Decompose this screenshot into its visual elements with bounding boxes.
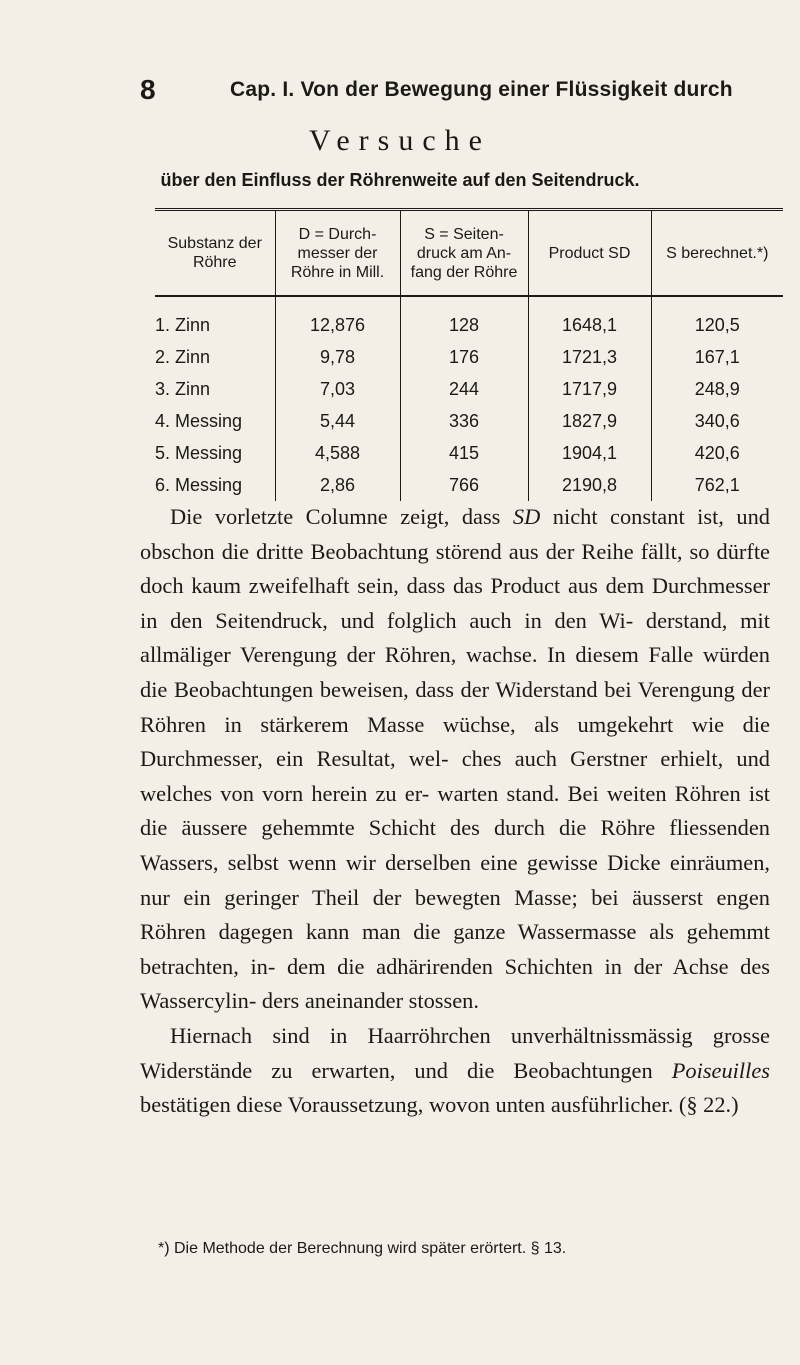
paragraph-text: Die vorletzte Columne zeigt, dass: [170, 504, 513, 529]
cell-substance: 3. Zinn: [155, 378, 211, 399]
running-title: Cap. I. Von der Bewegung einer Flüssigkeit durch: [230, 78, 733, 101]
measurement-table: [155, 208, 783, 501]
cell-side-pressure: 176: [400, 341, 528, 373]
table-row: [155, 469, 783, 501]
cell-s-calculated: 248,9: [651, 373, 783, 405]
cell-substance: 5. Messing: [155, 442, 243, 463]
paragraph: [140, 500, 770, 1019]
table-row: [155, 437, 783, 469]
cell-s-calculated: 120,5: [651, 296, 783, 341]
header-s-calculated: S berechnet.*): [651, 210, 783, 297]
cell-s-calculated: 420,6: [651, 437, 783, 469]
cell-substance: 6. Messing: [155, 474, 243, 495]
cell-product: 1717,9: [528, 373, 651, 405]
cell-side-pressure: 244: [400, 373, 528, 405]
cell-side-pressure: 128: [400, 296, 528, 341]
running-head: [140, 72, 740, 108]
section-title: Versuche: [309, 124, 491, 157]
cell-diameter: 12,876: [275, 296, 400, 341]
emphasis-sd: SD: [512, 504, 541, 529]
cell-substance: 1. Zinn: [155, 314, 211, 335]
cell-s-calculated: 167,1: [651, 341, 783, 373]
cell-diameter: 2,86: [275, 469, 400, 501]
page-number: 8: [140, 74, 156, 105]
cell-side-pressure: 415: [400, 437, 528, 469]
cell-product: 1648,1: [528, 296, 651, 341]
header-product: Product SD: [528, 210, 651, 297]
cell-product: 1904,1: [528, 437, 651, 469]
header-side-pressure: S = Seiten- druck am An- fang der Röhre: [400, 210, 528, 297]
paragraph-text: Hiernach sind in Haarröhrchen unverhältnissmässig grosse Widerstände zu erwarten, und die Beobachtungen: [140, 1022, 770, 1083]
cell-substance: 2. Zinn: [155, 346, 211, 367]
cell-diameter: 7,03: [275, 373, 400, 405]
header-substance: Substanz der Röhre: [155, 210, 275, 297]
paragraph-text: bestätigen diese Voraussetzung, wovon unten ausführlicher. (§ 22.): [140, 1092, 739, 1118]
cell-substance: 4. Messing: [155, 410, 243, 431]
emphasis-poiseuilles: Poiseuilles: [671, 1057, 770, 1083]
cell-side-pressure: 766: [400, 469, 528, 501]
cell-s-calculated: 762,1: [651, 469, 783, 501]
cell-diameter: 9,78: [275, 341, 400, 373]
cell-product: 1827,9: [528, 405, 651, 437]
cell-product: 1721,3: [528, 341, 651, 373]
paragraph: [140, 1019, 770, 1123]
section-subtitle: über den Einfluss der Röhrenweite auf den Seitendruck.: [160, 170, 640, 190]
table-header-row: [155, 210, 783, 297]
cell-product: 2190,8: [528, 469, 651, 501]
cell-side-pressure: 336: [400, 405, 528, 437]
table-row: [155, 341, 783, 373]
cell-diameter: 4,588: [275, 437, 400, 469]
table-row: [155, 405, 783, 437]
cell-s-calculated: 340,6: [651, 405, 783, 437]
body-text: [140, 500, 770, 1123]
paragraph-text: nicht constant ist, und obschon die dritte Beobachtung störend aus der Reihe fällt, so dürfte doch kaum zweifelhaft sein, dass das Product aus dem Durchmesser in den Seitendruck, und folglich auch in den Wi- derstand, mit allmäliger Verengung der Röhren, wachse. In diesem Falle würden die Beobachtungen beweisen, dass der Widerstand bei Verengung der Röhren in stärkerem Masse wüchse, als umgekehrt wie die Durchmesser, ein Resultat, wel- ches auch Gerstner erhielt, und welches von vorn herein zu er- warten stand. Bei weiten Röhren ist die äussere gehemmte Schicht des durch die Röhre fliessenden Wassers, selbst wenn wir derselben eine gewisse Dicke einräumen, nur ein geringer Theil der bewegten Masse; bei äusserst engen Röhren dagegen kann man die ganze Wassermasse als gehemmt betrachten, in- dem die adhärirenden Schichten in der Achse des Wassercylin- ders aneinander stossen.: [140, 504, 770, 1014]
header-diameter: D = Durch- messer der Röhre in Mill.: [275, 210, 400, 297]
table-row: [155, 373, 783, 405]
footnote: *) Die Methode der Berechnung wird später erörtert. § 13.: [158, 1240, 567, 1257]
table-row: [155, 296, 783, 341]
cell-diameter: 5,44: [275, 405, 400, 437]
